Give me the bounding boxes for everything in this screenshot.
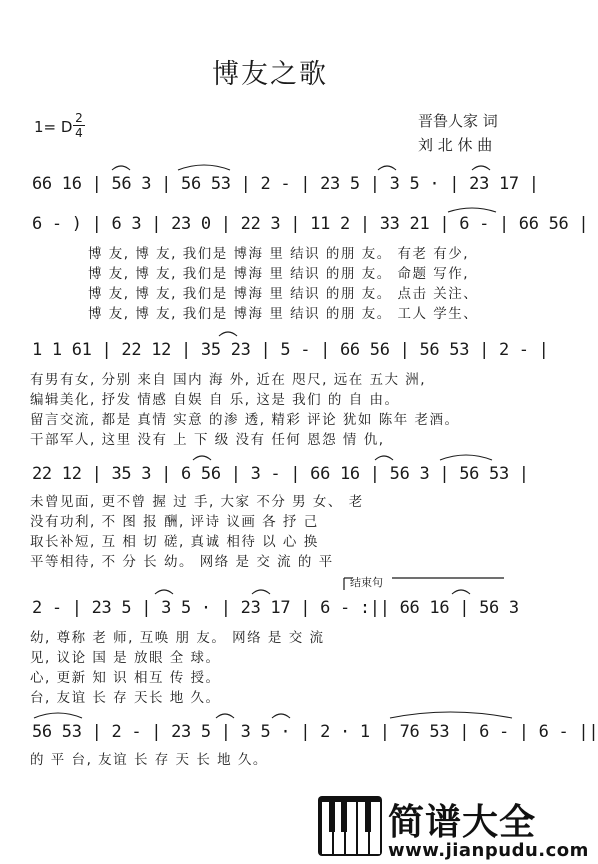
slur-mark [216, 714, 234, 718]
slur-mark [375, 456, 393, 460]
lyric-line-5-verse-1: 幼, 尊称 老 师, 互唤 朋 友。 网络 是 交 流 [30, 630, 325, 646]
time-signature-top: 2 [75, 111, 83, 125]
watermark-logo [318, 790, 589, 864]
piano-icon [318, 796, 382, 856]
lyric-line-2-verse-3: 博 友, 博 友, 我们是 博海 里 结识 的朋 友。 点击 关注、 [88, 286, 479, 302]
score-line-6: 56 53 | 2 - | 23 5 | 3 5 · | 2 · 1 | 76 53 | 6 - | 6 - || [32, 722, 598, 742]
watermark-brand: 简谱大全 [388, 802, 537, 843]
lyric-line-3-verse-2: 编辑美化, 抒发 情感 自娱 自 乐, 这是 我们 的 自 由。 [30, 392, 400, 408]
score-line-5: 2 - | 23 5 | 3 5 · | 23 17 | 6 - :|| 66 16 | 56 3 [32, 598, 519, 618]
lyric-line-5-verse-4: 台, 友谊 长 存 天长 地 久。 [30, 690, 221, 706]
slur-mark [452, 590, 470, 594]
score-line-4: 22 12 | 35 3 | 6 56 | 3 - | 66 16 | 56 3 | 56 53 | [32, 464, 529, 484]
time-signature-bottom: 4 [75, 126, 83, 140]
slur-mark [440, 455, 492, 460]
score-line-1: 66 16 | 56 3 | 56 53 | 2 - | 23 5 | 3 5 · | 23 17 | [32, 174, 539, 194]
slur-mark [252, 590, 270, 594]
slur-mark [178, 165, 230, 170]
composer-credit: 刘 北 休 曲 [418, 136, 493, 154]
slur-mark [193, 456, 211, 460]
lyric-line-4-verse-4: 平等相待, 不 分 长 幼。 网络 是 交 流 的 平 [30, 554, 334, 570]
ending-marker: 结束句 [350, 576, 383, 589]
lyric-line-2-verse-4: 博 友, 博 友, 我们是 博海 里 结识 的朋 友。 工人 学生、 [88, 306, 479, 322]
slur-mark [448, 208, 496, 212]
lyric-line-2-verse-1: 博 友, 博 友, 我们是 博海 里 结识 的朋 友。 有老 有少, [88, 246, 470, 262]
slur-mark [34, 713, 82, 718]
score-line-3: 1 1 61 | 22 12 | 35 23 | 5 - | 66 56 | 56 53 | 2 - | [32, 340, 549, 360]
slur-mark [112, 166, 130, 170]
lyric-line-5-verse-3: 心, 更新 知 识 相互 传 授。 [30, 670, 221, 686]
lyric-line-3-verse-1: 有男有女, 分别 来自 国内 海 外, 近在 咫尺, 远在 五大 洲, [30, 372, 427, 388]
slur-mark [272, 714, 290, 718]
slur-mark [472, 166, 490, 170]
lyric-line-4-verse-2: 没有功利, 不 图 报 酬, 评诗 议画 各 抒 己 [30, 514, 319, 530]
lyric-line-4-verse-3: 取长补短, 互 相 切 磋, 真诚 相待 以 心 换 [30, 534, 319, 550]
lyric-line-5-verse-2: 见, 议论 国 是 放眼 全 球。 [30, 650, 221, 666]
slur-mark [155, 590, 173, 594]
lyricist-credit: 晋鲁人家 词 [418, 112, 498, 130]
lyric-line-4-verse-1: 未曾见面, 更不曾 握 过 手, 大家 不分 男 女、 老 [30, 494, 364, 510]
key-signature: 1= D [34, 118, 73, 136]
time-signature [73, 112, 85, 139]
song-title: 博友之歌 [212, 59, 328, 90]
slur-mark [219, 332, 237, 336]
score-line-2: 6 - ) | 6 3 | 23 0 | 22 3 | 11 2 | 33 21 | 6 - | 66 56 | [32, 214, 589, 234]
lyric-line-2-verse-2: 博 友, 博 友, 我们是 博海 里 结识 的朋 友。 命题 写作, [88, 266, 470, 282]
watermark-site: www.jianpudu.com [388, 840, 589, 861]
slur-mark [378, 166, 396, 170]
lyric-line-3-verse-4: 干部军人, 这里 没有 上 下 级 没有 任何 恩怨 情 仇, [30, 432, 385, 448]
lyric-line-3-verse-3: 留言交流, 都是 真情 实意 的渗 透, 精彩 评论 犹如 陈年 老酒。 [30, 412, 460, 428]
tie-mark [390, 712, 512, 718]
lyric-line-6-verse-1: 的 平 台, 友谊 长 存 天 长 地 久。 [30, 752, 268, 768]
